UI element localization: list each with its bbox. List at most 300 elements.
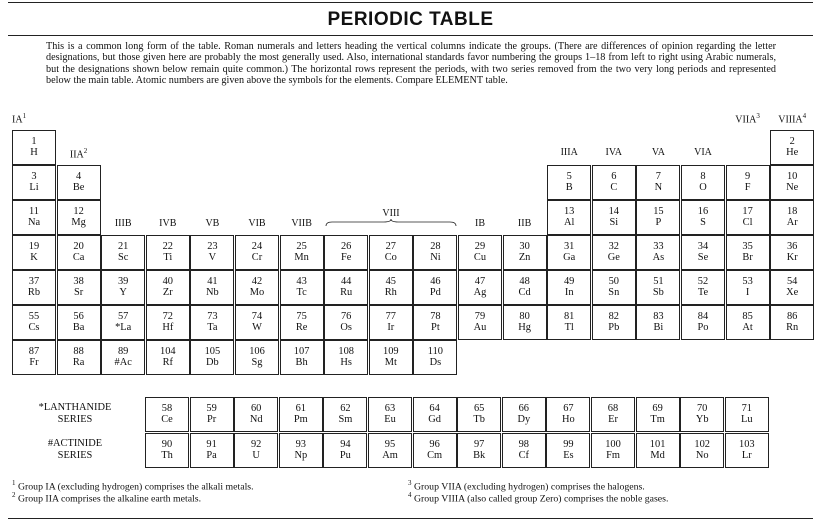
element-symbol: In <box>564 287 574 298</box>
element-symbol: Zr <box>162 287 173 298</box>
element-symbol: Sb <box>652 287 664 298</box>
group-label-iia: IIA$^2$ <box>69 147 88 161</box>
element-symbol: Cu <box>473 252 487 263</box>
element-symbol: Cf <box>518 450 529 461</box>
atomic-number: 65 <box>473 403 485 414</box>
atomic-number: 12 <box>73 206 84 217</box>
element-symbol: Y <box>119 287 127 298</box>
element-cell-sn <box>592 270 636 305</box>
atomic-number: 96 <box>429 439 440 450</box>
element-symbol: Ra <box>72 357 85 368</box>
lanthanides-label-line: SERIES <box>57 414 93 425</box>
atomic-number: 59 <box>206 403 217 414</box>
group-label-viib: VIIB <box>291 218 312 229</box>
series-cell-cm <box>413 433 457 468</box>
element-cell-pd <box>413 270 457 305</box>
element-cell-la <box>101 305 145 340</box>
footnote-2: $^2$ Group IIA comprises the alkaline earth metals. <box>12 491 202 505</box>
element-symbol: Tc <box>296 287 307 298</box>
atomic-number: 41 <box>207 276 218 287</box>
element-cell-y <box>101 270 145 305</box>
atomic-number: 62 <box>340 403 351 414</box>
element-symbol: Pb <box>608 322 620 333</box>
atomic-number: 52 <box>697 276 709 287</box>
top-rule <box>8 2 813 3</box>
element-symbol: Ce <box>161 414 173 425</box>
element-cell-n <box>636 165 680 200</box>
lanthanides-label-line: *LANTHANIDE <box>38 402 112 413</box>
element-symbol: U <box>252 450 260 461</box>
element-symbol: V <box>208 252 217 263</box>
element-symbol: Al <box>563 217 575 228</box>
series-cell-eu <box>368 397 412 432</box>
atomic-number: 23 <box>207 241 218 252</box>
element-symbol: Hs <box>340 357 352 368</box>
atomic-number: 40 <box>162 276 173 287</box>
element-cell-ti <box>146 235 190 270</box>
atomic-number: 43 <box>296 276 307 287</box>
element-cell-cs <box>12 305 56 340</box>
element-cell-po <box>681 305 725 340</box>
element-cell-pb <box>592 305 636 340</box>
element-cell-tc <box>280 270 324 305</box>
element-symbol: P <box>655 217 662 228</box>
element-symbol: Cm <box>427 450 443 461</box>
element-cell-sg <box>235 340 279 375</box>
element-symbol: Dy <box>517 414 531 425</box>
footnote-3: $^3$ Group VIIA (excluding hydrogen) comprises the halogens. <box>408 479 645 493</box>
atomic-number: 39 <box>117 276 129 287</box>
element-symbol: Hf <box>162 322 174 333</box>
atomic-number: 74 <box>251 311 263 322</box>
element-symbol: #Ac <box>114 357 132 368</box>
element-symbol: F <box>744 182 751 193</box>
group-label-ib: IB <box>475 218 485 229</box>
series-cell-no <box>680 433 724 468</box>
intro-paragraph: This is a common long form of the table. Roman numerals and letters heading the vertical columns indicate the groups. (There are differences of opinion regarding the letter designations, but those given here are probably the most generally used. Also, international standards favor numbering the groups 1–18 from left to right using Arabic numerals, but the designations shown below remain quite common.) The horizontal rows represent the periods, with two series removed from the two very long periods and represented below the main table. Atomic numbers are given above the symbols for the elements. Compare ELEMENT table. <box>46 41 776 87</box>
series-cell-nd <box>234 397 278 432</box>
group-label-vb: VB <box>205 218 220 229</box>
atomic-number: 71 <box>741 403 752 414</box>
element-cell-be <box>57 165 101 200</box>
element-symbol: Sg <box>251 357 263 368</box>
series-cell-u <box>234 433 278 468</box>
element-cell-br <box>726 235 770 270</box>
element-symbol: As <box>652 252 665 263</box>
group-label-va: VA <box>651 147 665 158</box>
element-symbol: Fe <box>340 252 352 263</box>
element-cell-in <box>547 270 591 305</box>
element-symbol: Cl <box>742 217 753 228</box>
element-symbol: Eu <box>384 414 396 425</box>
atomic-number: 27 <box>385 241 396 252</box>
atomic-number: 56 <box>73 311 84 322</box>
element-symbol: No <box>695 450 709 461</box>
element-symbol: Rf <box>162 357 173 368</box>
element-cell-bh <box>280 340 324 375</box>
element-symbol: Es <box>563 450 574 461</box>
element-cell-as <box>636 235 680 270</box>
atomic-number: 28 <box>430 241 441 252</box>
element-symbol: Rh <box>384 287 397 298</box>
element-symbol: Pd <box>429 287 441 298</box>
element-symbol: Be <box>72 182 85 193</box>
element-cell-nb <box>190 270 234 305</box>
atomic-number: 57 <box>117 311 129 322</box>
element-symbol: Rn <box>786 322 799 333</box>
atomic-number: 81 <box>563 311 575 322</box>
atomic-number: 54 <box>786 276 798 287</box>
footnote-1: $^1$ Group IA (excluding hydrogen) comprises the alkali metals. <box>12 479 254 493</box>
element-cell-bi <box>636 305 680 340</box>
element-cell-xe <box>770 270 814 305</box>
atomic-number: 88 <box>73 346 84 357</box>
element-cell-au <box>458 305 502 340</box>
element-cell-f <box>726 165 770 200</box>
element-cell-ac <box>101 340 145 375</box>
actinides-label <box>22 438 128 462</box>
element-cell-mo <box>235 270 279 305</box>
element-cell-i <box>726 270 770 305</box>
group-label-iib: IIB <box>517 218 532 229</box>
series-cell-dy <box>502 397 546 432</box>
element-symbol: Ti <box>163 252 173 263</box>
atomic-number: 67 <box>563 403 574 414</box>
element-cell-rf <box>146 340 190 375</box>
element-symbol: Po <box>697 322 709 333</box>
atomic-number: 20 <box>73 241 84 252</box>
element-symbol: Tm <box>650 414 665 425</box>
atomic-number: 79 <box>474 311 486 322</box>
series-cell-pm <box>279 397 323 432</box>
atomic-number: 110 <box>427 346 443 357</box>
element-symbol: Br <box>742 252 753 263</box>
atomic-number: 100 <box>605 439 621 450</box>
element-cell-kr <box>770 235 814 270</box>
element-symbol: Mn <box>294 252 309 263</box>
atomic-number: 46 <box>430 276 441 287</box>
actinides-label-line: SERIES <box>57 450 93 461</box>
atomic-number: 5 <box>566 171 572 182</box>
atomic-number: 21 <box>117 241 129 252</box>
atomic-number: 70 <box>696 403 708 414</box>
atomic-number: 32 <box>608 241 619 252</box>
element-symbol: Th <box>161 450 173 461</box>
element-cell-cr <box>235 235 279 270</box>
atomic-number: 107 <box>293 346 310 357</box>
group-viii-text: VIII <box>382 208 400 219</box>
element-cell-ds <box>413 340 457 375</box>
element-cell-ir <box>369 305 413 340</box>
element-symbol: Pr <box>206 414 217 425</box>
element-cell-ga <box>547 235 591 270</box>
series-cell-er <box>591 397 635 432</box>
element-cell-re <box>280 305 324 340</box>
atomic-number: 98 <box>518 439 529 450</box>
element-cell-zr <box>146 270 190 305</box>
group-label-ia: $IA^1$ <box>12 112 27 126</box>
element-cell-cd <box>503 270 547 305</box>
atomic-number: 93 <box>295 439 306 450</box>
element-symbol: Np <box>294 450 308 461</box>
element-symbol: Se <box>697 252 709 263</box>
series-cell-tb <box>457 397 501 432</box>
element-symbol: Sn <box>608 287 620 298</box>
element-symbol: K <box>30 252 38 263</box>
series-cell-sm <box>323 397 367 432</box>
atomic-number: 8 <box>700 171 706 182</box>
atomic-number: 11 <box>28 206 39 217</box>
group-label-viia: VIIA$^3$ <box>735 112 760 126</box>
element-cell-zn <box>503 235 547 270</box>
element-cell-db <box>190 340 234 375</box>
atomic-number: 106 <box>249 346 265 357</box>
atomic-number: 42 <box>251 276 263 287</box>
element-symbol: Os <box>340 322 352 333</box>
atomic-number: 103 <box>739 439 755 450</box>
element-symbol: Te <box>697 287 709 298</box>
element-symbol: Mg <box>71 217 86 228</box>
element-cell-sb <box>636 270 680 305</box>
atomic-number: 34 <box>697 241 709 252</box>
group-label-via: VIA <box>694 147 712 158</box>
atomic-number: 66 <box>518 403 529 414</box>
footnote-4: $^4$ Group VIIIA (also called group Zero) comprises the noble gases. <box>408 491 669 505</box>
element-cell-ag <box>458 270 502 305</box>
atomic-number: 104 <box>160 346 176 357</box>
element-symbol: Fr <box>29 357 39 368</box>
atomic-number: 68 <box>607 403 619 414</box>
atomic-number: 91 <box>206 439 217 450</box>
atomic-number: 85 <box>742 311 753 322</box>
atomic-number: 19 <box>28 241 40 252</box>
element-cell-ta <box>190 305 234 340</box>
element-cell-s <box>681 200 725 235</box>
element-symbol: At <box>742 322 753 333</box>
atomic-number: 45 <box>385 276 396 287</box>
element-symbol: Ho <box>562 414 575 425</box>
element-cell-si <box>592 200 636 235</box>
element-symbol: Si <box>609 217 619 228</box>
series-cell-ho <box>546 397 590 432</box>
group-label-iiia: IIIA <box>560 147 578 158</box>
atomic-number: 69 <box>652 403 663 414</box>
element-cell-hf <box>146 305 190 340</box>
element-symbol: Lu <box>741 414 753 425</box>
element-symbol: Ds <box>429 357 442 368</box>
element-symbol: Bi <box>653 322 664 333</box>
element-symbol: Sc <box>117 252 129 263</box>
element-cell-o <box>681 165 725 200</box>
element-symbol: Ge <box>607 252 620 263</box>
atomic-number: 30 <box>519 241 530 252</box>
element-symbol: Au <box>473 322 487 333</box>
atomic-number: 16 <box>697 206 709 217</box>
atomic-number: 101 <box>649 439 666 450</box>
atomic-number: 36 <box>786 241 798 252</box>
atomic-number: 86 <box>786 311 798 322</box>
atomic-number: 99 <box>563 439 574 450</box>
element-symbol: Bk <box>473 450 486 461</box>
element-symbol: O <box>699 182 707 193</box>
atomic-number: 73 <box>207 311 218 322</box>
atomic-number: 77 <box>385 311 396 322</box>
element-symbol: Cs <box>28 322 40 333</box>
atomic-number: 49 <box>563 276 575 287</box>
element-symbol: Mt <box>384 357 397 368</box>
atomic-number: 38 <box>73 276 84 287</box>
series-cell-lr <box>725 433 769 468</box>
element-symbol: Mo <box>249 287 265 298</box>
atomic-number: 31 <box>563 241 575 252</box>
element-symbol: Tl <box>564 322 574 333</box>
atomic-number: 48 <box>519 276 530 287</box>
bottom-rule <box>8 518 813 519</box>
atomic-number: 17 <box>742 206 753 217</box>
atomic-number: 80 <box>519 311 530 322</box>
element-symbol: Ar <box>786 217 798 228</box>
element-symbol: Er <box>608 414 618 425</box>
element-symbol: Sm <box>338 414 353 425</box>
atomic-number: 2 <box>789 136 795 147</box>
group-label-viii <box>324 208 458 227</box>
element-cell-ra <box>57 340 101 375</box>
group-label-viiia: VIIIA$^4$ <box>778 112 807 126</box>
element-cell-ge <box>592 235 636 270</box>
element-symbol: Fm <box>606 450 620 461</box>
element-cell-at <box>726 305 770 340</box>
series-cell-gd <box>413 397 457 432</box>
atomic-number: 50 <box>608 276 619 287</box>
series-cell-th <box>145 433 189 468</box>
series-cell-tm <box>636 397 680 432</box>
atomic-number: 53 <box>742 276 753 287</box>
atomic-number: 89 <box>117 346 129 357</box>
element-symbol: W <box>252 322 262 333</box>
element-cell-hg <box>503 305 547 340</box>
atomic-number: 109 <box>383 346 399 357</box>
series-cell-bk <box>457 433 501 468</box>
element-cell-mg <box>57 200 101 235</box>
element-cell-fr <box>12 340 56 375</box>
element-cell-rh <box>369 270 413 305</box>
atomic-number: 25 <box>296 241 307 252</box>
element-symbol: Ca <box>72 252 85 263</box>
element-cell-he <box>770 130 814 165</box>
element-cell-ba <box>57 305 101 340</box>
element-symbol: Nb <box>206 287 219 298</box>
element-cell-se <box>681 235 725 270</box>
element-symbol: Ni <box>430 252 441 263</box>
element-symbol: Zn <box>518 252 531 263</box>
element-symbol: Bh <box>295 357 308 368</box>
series-cell-yb <box>680 397 724 432</box>
atomic-number: 60 <box>250 403 262 414</box>
atomic-number: 7 <box>655 171 661 182</box>
element-symbol: Pm <box>293 414 308 425</box>
element-symbol: Li <box>29 182 39 193</box>
element-symbol: C <box>610 182 618 193</box>
atomic-number: 75 <box>296 311 307 322</box>
atomic-number: 33 <box>653 241 664 252</box>
title-rule <box>8 35 813 36</box>
atomic-number: 58 <box>161 403 173 414</box>
element-symbol: Md <box>650 450 665 461</box>
element-cell-rb <box>12 270 56 305</box>
atomic-number: 92 <box>250 439 262 450</box>
element-cell-b <box>547 165 591 200</box>
element-cell-ni <box>413 235 457 270</box>
element-cell-sc <box>101 235 145 270</box>
element-symbol: Gd <box>428 414 441 425</box>
atomic-number: 108 <box>338 346 354 357</box>
element-symbol: Pa <box>206 450 217 461</box>
element-cell-ca <box>57 235 101 270</box>
element-cell-mt <box>369 340 413 375</box>
atomic-number: 9 <box>744 171 751 182</box>
atomic-number: 102 <box>694 439 710 450</box>
atomic-number: 95 <box>384 439 396 450</box>
atomic-number: 24 <box>251 241 263 252</box>
atomic-number: 44 <box>340 276 352 287</box>
element-symbol: Ta <box>207 322 218 333</box>
series-cell-md <box>636 433 680 468</box>
element-cell-w <box>235 305 279 340</box>
group-label-iva: IVA <box>605 147 623 158</box>
element-symbol: Tb <box>473 414 485 425</box>
element-cell-hs <box>324 340 368 375</box>
atomic-number: 18 <box>786 206 798 217</box>
element-cell-ne <box>770 165 814 200</box>
atomic-number: 10 <box>786 171 798 182</box>
atomic-number: 35 <box>742 241 753 252</box>
element-symbol: Kr <box>786 252 798 263</box>
atomic-number: 82 <box>608 311 619 322</box>
atomic-number: 72 <box>162 311 173 322</box>
element-symbol: Ga <box>563 252 576 263</box>
element-symbol: Db <box>206 357 219 368</box>
page-title: PERIODIC TABLE <box>327 9 494 30</box>
element-cell-te <box>681 270 725 305</box>
group-label-vib: VIB <box>248 218 266 229</box>
atomic-number: 3 <box>31 171 37 182</box>
atomic-number: 22 <box>162 241 173 252</box>
element-symbol: Xe <box>786 287 799 298</box>
element-cell-cl <box>726 200 770 235</box>
element-symbol: I <box>745 287 750 298</box>
element-cell-tl <box>547 305 591 340</box>
element-cell-co <box>369 235 413 270</box>
atomic-number: 78 <box>430 311 441 322</box>
element-cell-ru <box>324 270 368 305</box>
lanthanides-label <box>22 402 128 426</box>
atomic-number: 61 <box>295 403 306 414</box>
atomic-number: 26 <box>340 241 352 252</box>
element-symbol: Co <box>384 252 397 263</box>
element-cell-fe <box>324 235 368 270</box>
element-symbol: Cd <box>518 287 531 298</box>
element-symbol: Pu <box>339 450 351 461</box>
atomic-number: 76 <box>340 311 352 322</box>
series-cell-pr <box>190 397 234 432</box>
atomic-number: 64 <box>429 403 440 414</box>
element-symbol: Cr <box>251 252 263 263</box>
atomic-number: 87 <box>28 346 40 357</box>
element-symbol: S <box>700 217 706 228</box>
element-symbol: Ru <box>340 287 353 298</box>
atomic-number: 105 <box>204 346 221 357</box>
element-symbol: Re <box>295 322 308 333</box>
